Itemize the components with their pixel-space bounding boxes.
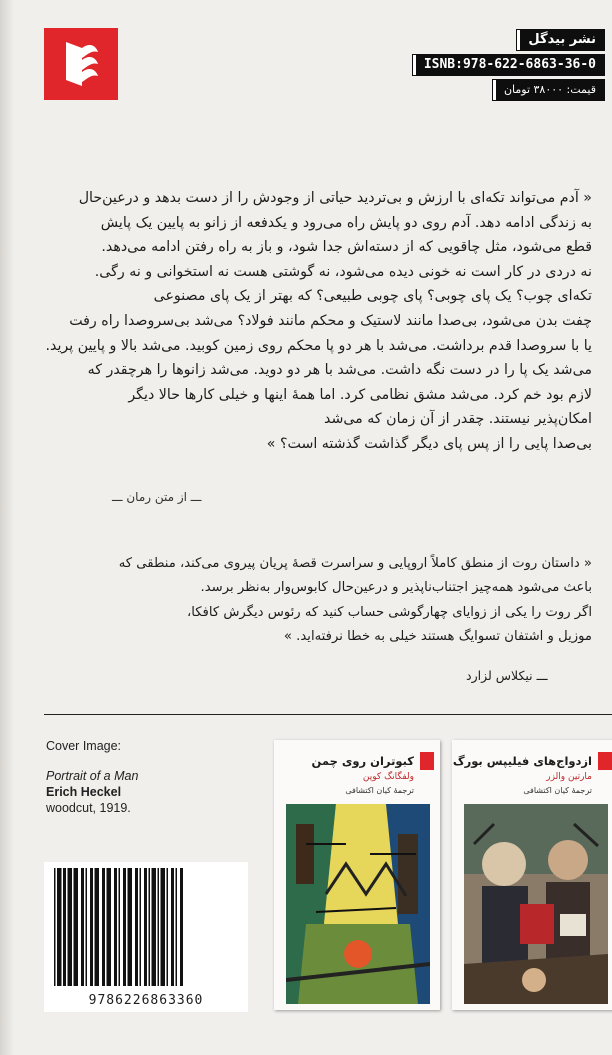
barcode-bar <box>90 868 93 986</box>
barcode-bar <box>161 868 166 986</box>
book-thumbnail <box>452 740 612 1010</box>
excerpt-line: قطع می‌شود، مثل چاقویی که از دسته‌اش جدا شود، و باز به راه رفتن ادامه می‌دهد. <box>101 239 592 256</box>
cover-label: Cover Image: <box>46 739 122 753</box>
barcode-bar <box>95 868 100 986</box>
publisher-logo-icon <box>60 38 102 90</box>
book-translator: ترجمهٔ کیان اکتشافی <box>345 786 414 795</box>
excerpt-line: تکه‌ای چوب؟ یک پای چوبی؟ پای چوبی طبیعی؟ که بهتر از یک پای مصنوعی <box>153 288 592 305</box>
excerpt-line: چفت بدن می‌شود، بی‌صدا مانند لاستیک و محکم مانند فولاد؟ می‌شد بی‌سروصدا راه رفت <box>69 312 592 329</box>
book-title: ازدواج‌های فیلیپس بورگ <box>452 754 592 768</box>
excerpt-line: نه دردی در کار است نه خونی دیده می‌شود، نه گوشتی هست نه استخوانی و نه رگی. <box>94 263 592 280</box>
barcode-bar <box>63 868 66 986</box>
barcode-bar <box>54 868 56 986</box>
publisher-logo <box>44 28 118 100</box>
novel-excerpt <box>40 186 592 457</box>
barcode-bar <box>81 868 84 986</box>
excerpt-line: یا با سروصدا قدم برداشت. می‌شد با هر دو پا محکم روی زمین کوبید. می‌شد بالا و پایین پرید. <box>45 337 592 354</box>
barcode-bar <box>114 868 117 986</box>
cover-title: Portrait of a Man <box>46 769 139 783</box>
book-author: ولفگانگ کوپن <box>362 772 414 782</box>
excerpt-attribution: ـــ از متن رمان ـــ <box>112 490 202 504</box>
barcode-bar <box>149 868 151 986</box>
cover-credit <box>46 738 246 816</box>
book-cover-art <box>286 804 430 1004</box>
barcode-bar <box>140 868 142 986</box>
barcode-bar <box>128 868 133 986</box>
section-divider <box>44 714 612 715</box>
barcode-bar <box>68 868 73 986</box>
barcode-bar <box>152 868 157 986</box>
barcode-bar <box>180 868 183 986</box>
book-cover-art <box>464 804 608 1004</box>
barcode-bar <box>57 868 62 986</box>
review-line: باعث می‌شود همه‌چیز اجتناب‌ناپذیر و درعین‌حال کابوس‌وار به‌نظر برسد. <box>200 580 592 596</box>
barcode-bar <box>107 868 112 986</box>
price-tag: قیمت: ۳۸۰۰۰ تومان <box>493 80 604 100</box>
barcode-number: 9786226863360 <box>88 993 204 1008</box>
barcode-bar <box>123 868 126 986</box>
excerpt-line: « آدم می‌تواند تکه‌ای با ارزش و بی‌تردید حیاتی از وجودش را از دست بدهد و درعین‌حال <box>78 190 592 206</box>
publisher-tag: نشر بیدگل <box>517 30 604 50</box>
excerpt-line: لازم بود خم کرد. می‌شد مشق نظامی کرد. اما همهٔ اینها و خیلی کارها حالا دیگر <box>128 386 592 403</box>
publisher-mark-icon <box>420 752 434 770</box>
barcode-bars <box>50 868 242 986</box>
barcode-bar <box>86 868 88 986</box>
barcode-bar <box>158 868 160 986</box>
review-line: اگر روت را یکی از زوایای چهارگوشی حساب کنید که رئوس دیگرش کافکا، <box>186 604 592 620</box>
review-line: موزیل و اشتفان تسوایگ هستند خیلی به خطا نرفته‌اید. » <box>283 629 592 645</box>
barcode-bar <box>135 868 138 986</box>
cover-artist: Erich Heckel <box>46 785 122 799</box>
publisher-mark-icon <box>598 752 612 770</box>
book-title: کبوتران روی چمن <box>311 754 414 768</box>
book-translator: ترجمهٔ کیان اکتشافی <box>523 786 592 795</box>
barcode-bar <box>74 868 79 986</box>
book-thumbnail <box>274 740 440 1010</box>
excerpt-line: امکان‌پذیر نیستند. چقدر از آن زمان که می‌شد <box>324 411 592 428</box>
barcode-bar <box>119 868 121 986</box>
barcode-bar <box>176 868 178 986</box>
cover-medium: woodcut, 1919. <box>46 801 131 815</box>
excerpt-line: بی‌صدا پایی را از پس پای دیگر گذاشت گذشته است؟ » <box>266 435 592 452</box>
spine-shadow <box>0 0 14 1055</box>
review-attribution: ـــ نیکلاس لزارد <box>466 668 548 683</box>
isbn-tag: ISNB:978-622-6863-36-0 <box>413 55 604 75</box>
book-author: مارتین والزر <box>546 772 592 782</box>
barcode-bar <box>171 868 174 986</box>
review-line: « داستان روت از منطق کاملاً اروپایی و سراسرت قصهٔ پریان پیروی می‌کند، منطقی که <box>118 556 592 571</box>
barcode-bar <box>144 868 147 986</box>
barcode-bar <box>167 868 169 986</box>
barcode-bar <box>102 868 105 986</box>
excerpt-line: به زندگی ادامه دهد. آدم روی دو پایش راه می‌رود و یکدفعه از زانو به پایین یک پایش <box>100 214 592 231</box>
barcode <box>44 862 248 1012</box>
review-quote <box>40 552 592 650</box>
excerpt-line: می‌شد یک پا را در دست نگه داشت. می‌شد با هر دو دوید. می‌شد زانوها را هرچقدر که <box>87 362 592 379</box>
